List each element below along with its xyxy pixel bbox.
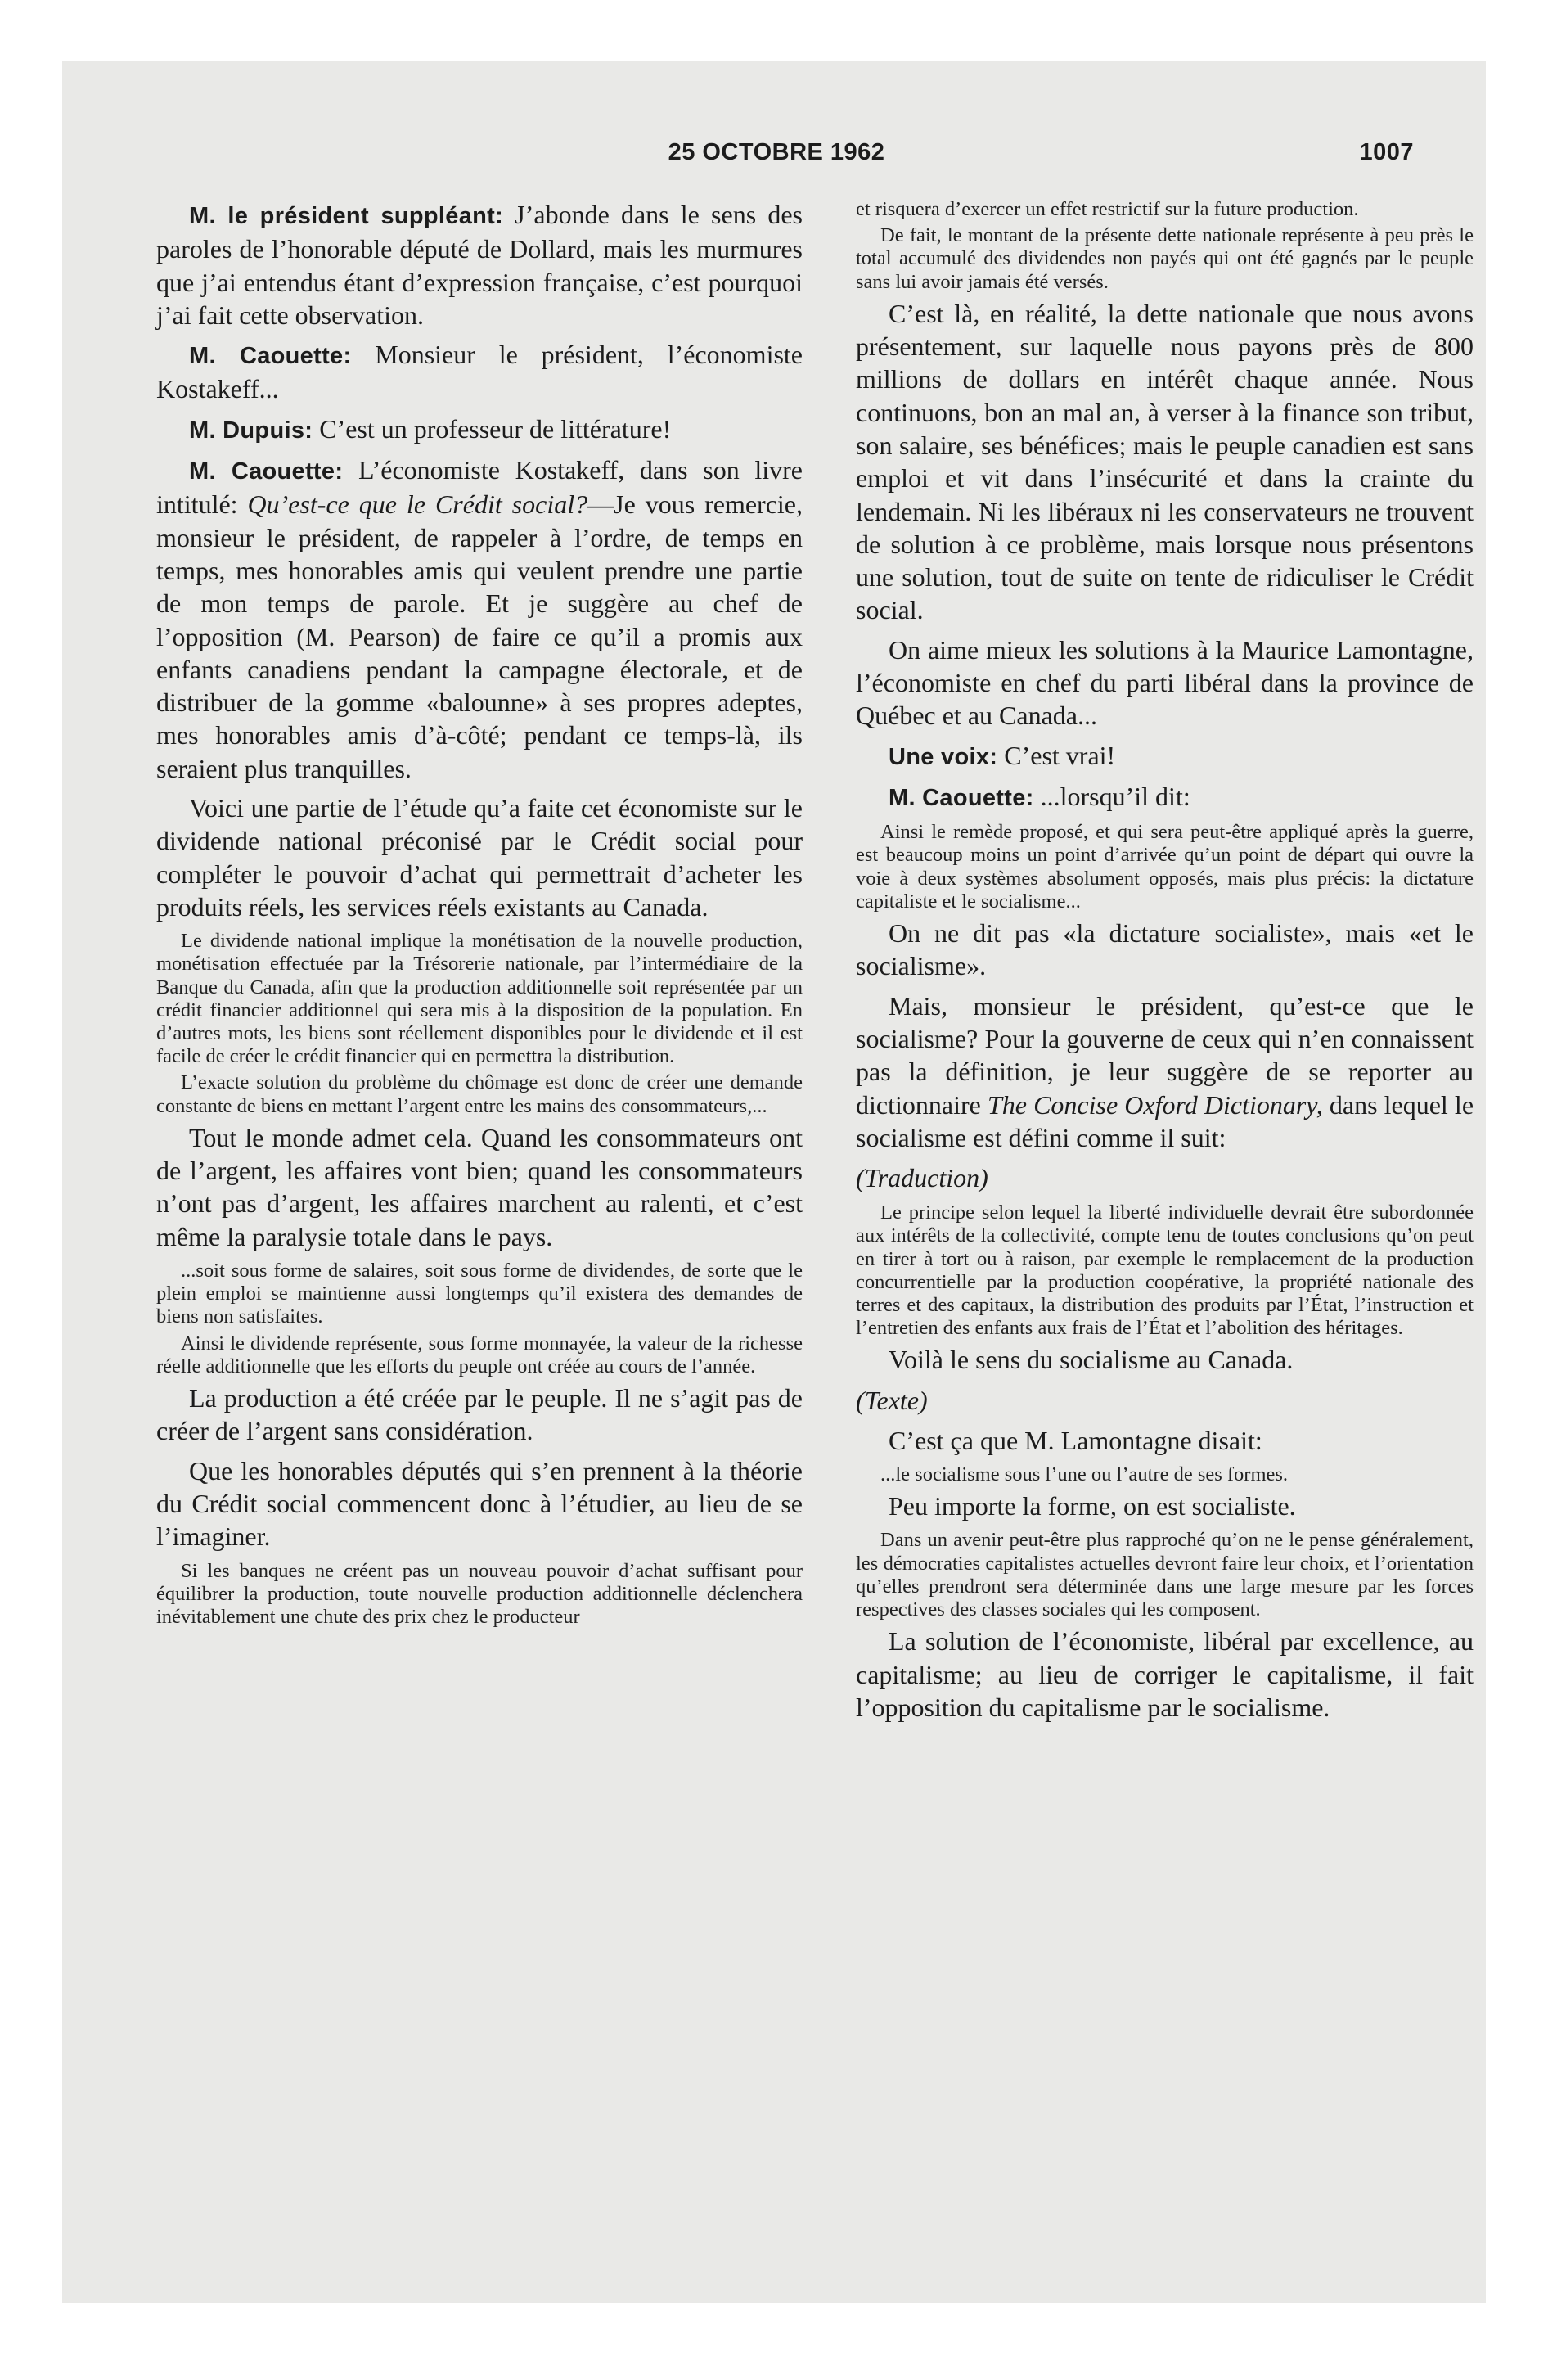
quotation: ...le socialisme sous l’une ou l’autre de ses formes. [880,1463,1289,1485]
paragraph: Tout le monde admet cela. Quand les consommateurs ont de l’argent, les affaires vont bien; quand les consommateurs n’ont pas d’argent, les affaires marchent au ralenti, et c’est même la paralysie totale dans le pays. [156,1122,803,1251]
paragraph: Peu importe la forme, on est socialiste. [889,1491,1296,1521]
paragraph [156,338,803,406]
book-title: Qu’est-ce que le Crédit social? [247,489,588,520]
paragraph: C’est là, en réalité, la dette nationale que nous avons présentement, sur laquelle nous payons près de 800 millions de dollars en intérêt chaque année. Nous continuons, bon an mal an, à verser à la finance son tribut, son salaire, ses bénéfices; mais le peuple canadien est sans emploi et vit dans l’insécurité et dans la crainte du lendemain. Ni les libéraux ni les conservateurs ne trouvent de solution à ce problème, mais lorsque nous présentons une solution, tout de suite on tente de ridiculiser le Crédit social. [856,298,1474,625]
paragraph-text: —Je vous remercie, monsieur le président, de rappeler à l’ordre, de temps en temps, mes honorables amis qui veulent prendre une partie de mon temps de parole. Et je suggère au chef de l’opposition (M. Pearson) de faire ce qu’il a promis aux enfants canadiens pendant la campagne électorale, et de distribuer de la gomme «balounne» à ses propres adeptes, mes honorables amis d’à-côté; pendant ce temps-là, ils seraient plus tranquilles. [156,489,803,783]
paragraph-text: dans lequel le socialisme est défini comme il suit: [856,1089,1474,1152]
paragraph [156,198,803,331]
speaker-name: M. Caouette: [189,458,344,485]
speaker-name: M. Caouette: [189,343,352,370]
left-column [156,198,803,1632]
quotation: Ainsi le remède proposé, et qui sera peut-être appliqué après la guerre, est beaucoup moins un point d’arrivée qu’un point de départ qui ouvre la voie à deux systèmes absolument opposés, mais plus précis: la dictature capitaliste et le socialisme... [856,821,1474,913]
quotation: Ainsi le dividende représente, sous forme monnayée, la valeur de la richesse réelle additionnelle que les efforts du peuple ont créée au cours de l’année. [156,1332,803,1377]
section-label: (Texte) [856,1385,928,1415]
speaker-name: M. le président suppléant: [189,203,504,229]
paragraph-text: Monsieur le président, l’économiste Kostakeff... [156,340,803,404]
paragraph [856,989,1474,1154]
page-date: 25 OCTOBRE 1962 [668,139,885,165]
paragraph: La production a été créée par le peuple. Il ne s’agit pas de créer de l’argent sans considération. [156,1383,803,1446]
paragraph-text: ...lorsqu’il dit: [1040,781,1190,811]
quotation: De fait, le montant de la présente dette nationale représente à peu près le total accumulé des dividendes non payés qui ont été gagnés par le peuple sans lui avoir jamais été versés. [856,224,1474,293]
quotation: ...soit sous forme de salaires, soit sous forme de dividendes, de sorte que le plein emploi se maintienne aussi longtemps qu’il existera des demandes de biens non satisfaites. [156,1260,803,1328]
speaker-name: Une voix: [889,743,998,770]
quotation: Le dividende national implique la monétisation de la nouvelle production, monétisation effectuée par la Trésorerie nationale, par l’intermédiaire de la Banque du Canada, afin que la production additionnelle soit représentée par un crédit financier additionnel qui sera mis à la disposition de la population. En d’autres mots, les biens sont réellement disponibles pour le dividende et il est facile de créer le crédit financier qui en permettra la distribution. [156,930,803,1068]
paragraph: La solution de l’économiste, libéral par excellence, au capitalisme; au lieu de corriger le capitalisme, il fait l’opposition du capitalisme par le socialisme. [856,1626,1474,1722]
paragraph [856,780,1474,814]
quotation: Si les banques ne créent pas un nouveau pouvoir d’achat suffisant pour équilibrer la production, toute nouvelle production additionnelle déclenchera inévitablement une chute des prix chez le producteur [156,1559,803,1628]
right-column [856,198,1474,1730]
paragraph: On aime mieux les solutions à la Maurice Lamontagne, l’économiste en chef du parti libéral dans la province de Québec et au Canada... [856,634,1474,731]
paragraph-text: C’est vrai! [1004,740,1116,770]
paragraph-text: C’est un professeur de littérature! [319,413,672,444]
speaker-name: M. Dupuis: [189,417,313,444]
paragraph-text: J’abonde dans le sens des paroles de l’honorable député de Dollard, mais les murmures que j’ai entendus étant d’expression française, c’est pourquoi j’ai fait cette observation. [156,200,803,330]
paragraph: Que les honorables députés qui s’en prennent à la théorie du Crédit social commencent donc à l’étudier, au lieu de se l’imaginer. [156,1455,803,1552]
quotation: L’exacte solution du problème du chômage est donc de créer une demande constante de biens en mettant l’argent entre les mains des consommateurs,... [156,1071,803,1117]
quotation: Dans un avenir peut-être plus rapproché qu’on ne le pense généralement, les démocraties capitalistes actuelles devront faire leur choix, et l’orientation qu’elles prendront sera déterminée dans une large mesure par les forces respectives des classes sociales qui les composent. [856,1529,1474,1621]
section-label: (Traduction) [856,1163,988,1193]
paragraph-text: L’économiste Kostakeff, dans son livre intitulé: [156,455,803,520]
paragraph: Voici une partie de l’étude qu’a faite cet économiste sur le dividende national préconisé par le Crédit social pour compléter le pouvoir d’achat qui permettrait d’acheter les produits réels, les services réels existants au Canada. [156,793,803,922]
paragraph: C’est ça que M. Lamontagne disait: [889,1425,1262,1455]
page-number: 1007 [1359,139,1414,165]
paragraph: On ne dit pas «la dictature socialiste», mais «et le socialisme». [856,918,1474,981]
paragraph [156,412,803,447]
paragraph [856,739,1474,773]
book-title: The Concise Oxford Dictionary, [987,1089,1323,1120]
quotation: et risquera d’exercer un effet restrictif sur la future production. [856,198,1359,220]
paragraph-text: Mais, monsieur le président, qu’est-ce que le socialisme? Pour la gouverne de ceux qui n’en connaissent pas la définition, je leur suggère de se reporter au dictionnaire [856,990,1474,1120]
paragraph [156,453,803,785]
quotation: Le principe selon lequel la liberté individuelle devrait être subordonnée aux intérêts de la collectivité, compte tenu de toutes conclusions qu’on peut en tirer à tort ou à raison, par exemple le remplacement de la production concurrentielle par la production coopérative, la propriété nationale des terres et des capitaux, la distribution des produits par l’État, l’instruction et l’entretien des enfants aux frais de l’État et l’abolition des héritages. [856,1201,1474,1340]
speaker-name: M. Caouette: [889,784,1034,811]
paragraph: Voilà le sens du socialisme au Canada. [889,1345,1294,1375]
hansard-page [62,61,1486,2303]
